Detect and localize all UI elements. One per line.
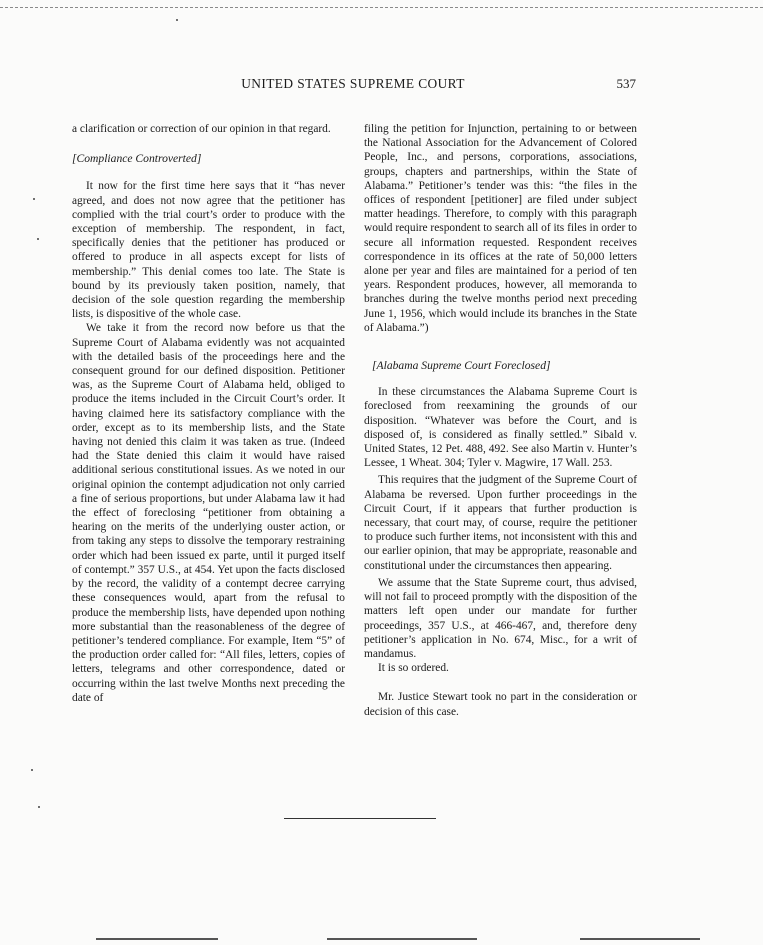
scan-speck [38,806,40,808]
running-head: UNITED STATES SUPREME COURT [241,76,465,91]
paragraph: It now for the first time here says that it “has never agreed, and does not now agree that the petitioner has complied with the trial court’s order to produce with the exception of membership. The respondent, in fact, specifically denies that the petitioner has produced or offered to produce in all aspects except for lists of membership.” This denial comes too late. The State is bound by its previously taken position, namely, that decision of the sole question regarding the membership lists, is dispositive of the whole case. [72,180,345,321]
end-rule [284,818,436,819]
paragraph: In these circumstances the Alabama Supreme Court is foreclosed from reexamining the grounds of our disposition. “Whatever was before the Court, and is disposed of, is considered as finally settled.” Sibald v. United States, 12 Pet. 488, 492. See also Martin v. Hunter’s Lessee, 1 Wheat. 304; Tyler v. Magwire, 17 Wall. 253. [364,386,637,470]
top-dashed-border [0,7,763,8]
scan-edge-line [327,938,477,940]
scan-edge-line [96,938,218,940]
paragraph: We take it from the record now before us that the Supreme Court of Alabama evidently was not acquainted with the detailed basis of the proceedings here and the consequent ground for our defined disposition. Petitioner was, as the Supreme Court of Alabama held, obliged to produce the items included in the Circuit Court’s order. It having claimed here its satisfactory compliance with the order, except as to its membership lists, and the State having not denied this claim it was taken as true. (Indeed had the State denied this claim it would have raised additional serious constitutional issues. As we noted in our original opinion the contempt adjudication not only carried a fine of serious proportions, but under Alabama law it had the effect of foreclosing “petitioner from obtaining a hearing on the merits of the underlying ouster action, or from taking any steps to dissolve the temporary restraining order which had been issued ex parte, until it purged itself of contempt.” 357 U.S., at 454. Yet upon the facts disclosed by the record, the validity of a contempt decree carrying these consequences would, apart from the refusal to produce the membership lists, have depended upon nothing more substantial than the reasonableness of the degree of petitioner’s tendered compliance. For example, Item “5” of the production order called for: “All files, letters, copies of letters, telegrams and other correspondence, dated or occurring within the last twelve Months next preceding the date of [72,322,345,704]
page-number: 537 [616,76,636,91]
paragraph: We assume that the State Supreme court, thus advised, will not fail to proceed promptly with the disposition of the matters left open under our mandate for further proceedings, 357 U.S., at 466-467, and, therefore deny petitioner’s application in No. 674, Misc., for a writ of mandamus. [364,576,637,660]
scan-speck [33,198,35,200]
scan-speck [176,19,178,21]
paragraph: It is so ordered. [378,662,449,675]
scan-edge-line [580,938,700,940]
scan-speck [37,238,39,240]
right-column [364,122,637,719]
section-subheading: [Compliance Controverted] [72,152,202,166]
page-header [70,76,636,96]
paragraph: Mr. Justice Stewart took no part in the consideration or decision of this case. [364,691,637,718]
left-column [72,122,345,705]
paragraph: filing the petition for Injunction, pertaining to or between the National Association for the Advancement of Colored People, Inc., and persons, corporations, associations, groups, chapters and partnerships, within the State of Alabama.” Petitioner’s tender was this: “the files in the offices of respondent [petitioner] are filed under subject matter headings. Therefore, to comply with this paragraph would require respondent to search all of its files in order to secure all information requested. Respondent receives correspondence in its offices at the rate of 50,000 letters alone per year and files are maintained for a period of ten years. Respondent produces, however, all memoranda to branches during the twelve months period next preceding June 1, 1956, which would include its branches in the State of Alabama.”) [364,123,637,334]
paragraph: This requires that the judgment of the Supreme Court of Alabama be reversed. Upon further proceedings in the Circuit Court, if it appears that further production is necessary, that court may, of course, require the petitioner to produce such further items, not inconsistent with this and our earlier opinion, that may be appropriate, reasonable and constitutional under the circumstances then appearing. [364,474,637,572]
section-subheading: [Alabama Supreme Court Foreclosed] [372,359,551,373]
scan-speck [31,769,33,771]
paragraph: a clarification or correction of our opinion in that regard. [72,123,331,135]
